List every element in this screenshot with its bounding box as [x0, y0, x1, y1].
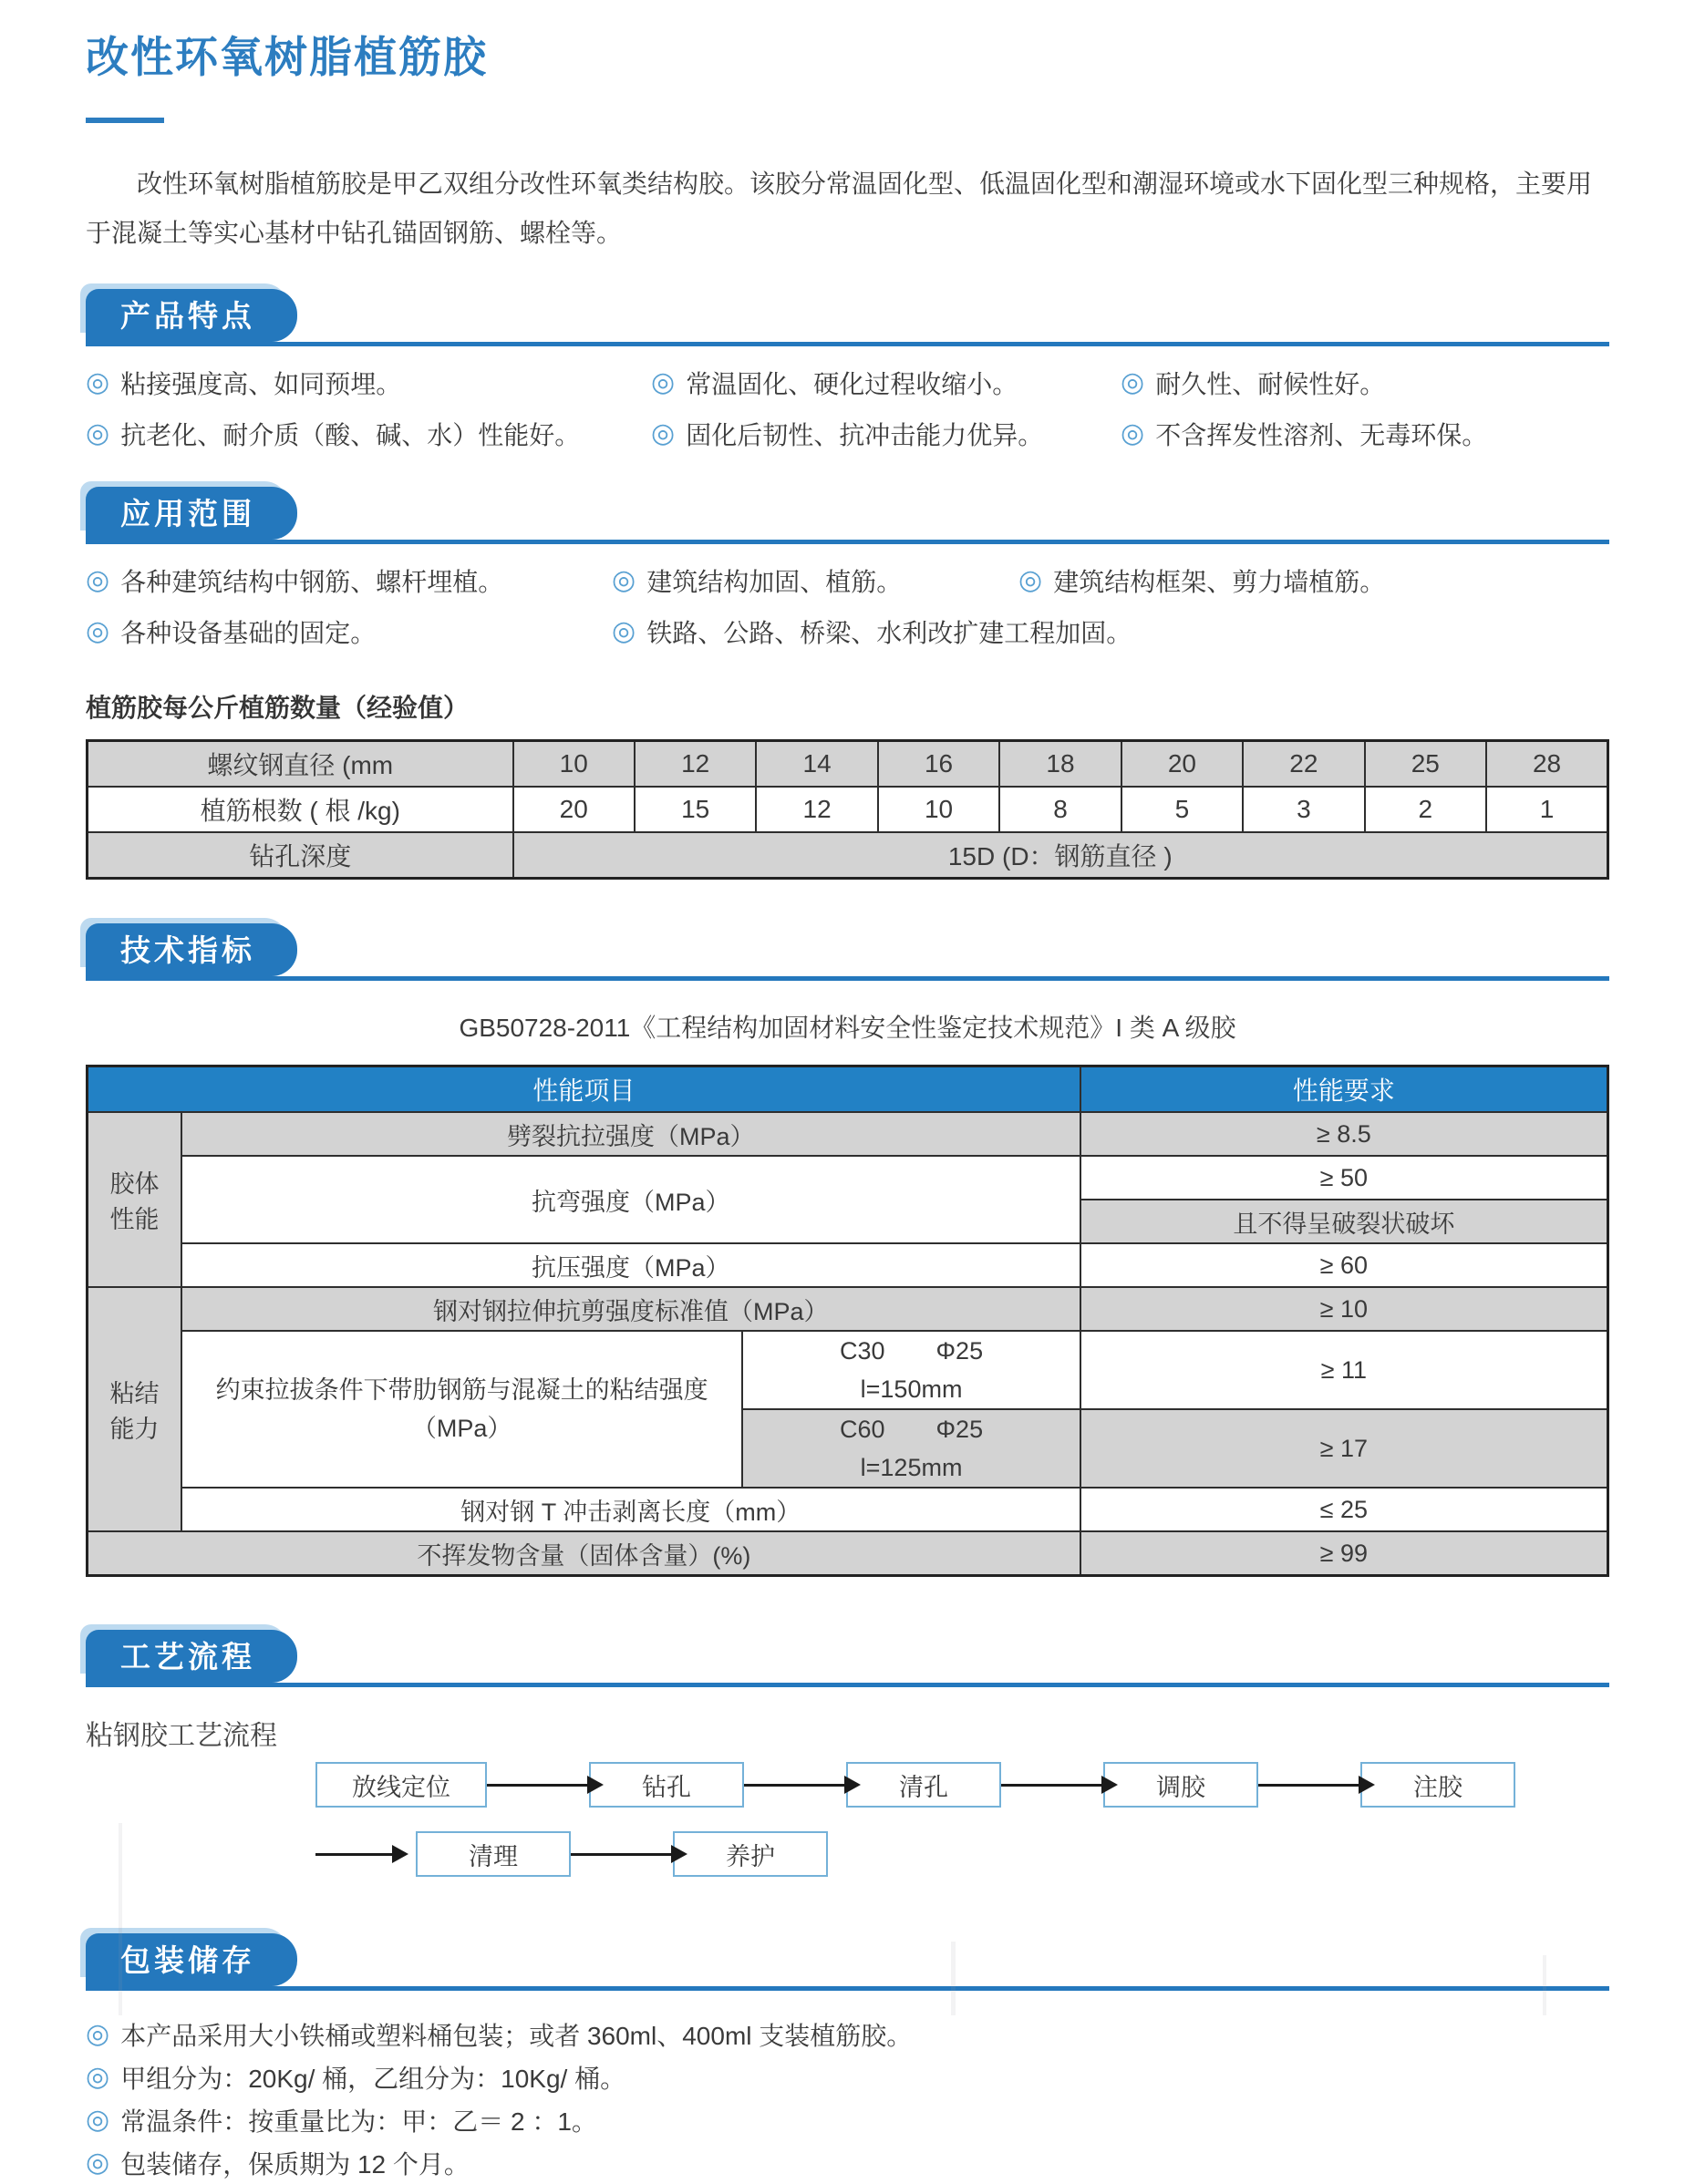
spec-line1	[752, 1410, 1070, 1448]
diameter-cell: 20	[1121, 741, 1243, 788]
table-row	[88, 1331, 1608, 1409]
flow-step: 养护	[673, 1831, 828, 1877]
process-flow-label: 粘钢胶工艺流程	[86, 1721, 277, 1751]
list-item	[86, 562, 612, 599]
section-badge-process: 工艺流程	[86, 1630, 297, 1683]
list-item	[86, 2013, 1609, 2055]
header-item-cell: 性能项目	[88, 1066, 1080, 1113]
count-cell: 5	[1121, 787, 1243, 832]
flow-step: 放线定位	[315, 1762, 487, 1808]
ring-bullet-icon: ◎	[86, 2147, 110, 2178]
list-item	[1121, 416, 1609, 452]
item-cell: 抗弯强度（MPa）	[181, 1156, 1080, 1243]
section-head-process	[86, 1630, 1609, 1687]
drill-depth-cell: 15D (D：钢筋直径 )	[513, 832, 1608, 879]
item-cell: 抗压强度（MPa）	[181, 1243, 1080, 1287]
section-head-packaging	[86, 1933, 1609, 1991]
ring-bullet-icon: ◎	[86, 616, 110, 646]
concrete-grade: C30	[839, 1337, 885, 1365]
flow-step: 注胶	[1360, 1762, 1515, 1808]
application-text: 铁路、公路、桥梁、水利改扩建工程加固。	[646, 619, 1132, 647]
feature-text: 固化后韧性、抗冲击能力优异。	[686, 421, 1044, 449]
diameter-cell: 22	[1243, 741, 1364, 788]
req-cell: ≥ 17	[1080, 1409, 1608, 1488]
section-badge-features: 产品特点	[86, 289, 297, 342]
list-item	[651, 416, 1121, 452]
spec-cell	[742, 1331, 1080, 1409]
watermark	[951, 1942, 956, 2015]
packaging-text: 本产品采用大小铁桶或塑料桶包装；或者 360ml、400ml 支装植筋胶。	[120, 2021, 913, 2050]
table-row	[88, 1287, 1608, 1331]
anchor-length: l=125mm	[860, 1454, 963, 1481]
tech-spec-table	[86, 1065, 1609, 1577]
diameter-cell: 14	[756, 741, 877, 788]
req-cell: ≥ 99	[1080, 1531, 1608, 1576]
section-badge-applications: 应用范围	[86, 487, 297, 540]
diameter-cell: 25	[1365, 741, 1486, 788]
flow-arrow-icon	[487, 1784, 589, 1787]
item-cell: 钢对钢拉伸抗剪强度标准值（MPa）	[181, 1287, 1080, 1331]
table-row	[88, 1112, 1608, 1156]
diameter-cell: 28	[1486, 741, 1607, 788]
application-text: 建筑结构框架、剪力墙植筋。	[1053, 568, 1386, 596]
flow-step: 钻孔	[589, 1762, 744, 1808]
count-cell: 8	[999, 787, 1121, 832]
section-badge-packaging: 包装储存	[86, 1933, 297, 1986]
group-cell: 粘结能力	[88, 1287, 181, 1531]
section-head-applications	[86, 487, 1609, 544]
rebar-table-title: 植筋胶每公斤植筋数量（经验值）	[86, 694, 470, 722]
section-head-features	[86, 289, 1609, 346]
applications-list	[86, 562, 1609, 650]
count-cell: 12	[756, 787, 877, 832]
feature-text: 常温固化、硬化过程收缩小。	[686, 370, 1018, 398]
ring-bullet-icon: ◎	[612, 565, 636, 595]
spec-cell	[742, 1409, 1080, 1488]
ring-bullet-icon: ◎	[1018, 565, 1043, 595]
section-badge-tech: 技术指标	[86, 923, 297, 976]
standard-note: GB50728-2011《工程结构加固材料安全性鉴定技术规范》I 类 A 级胶	[459, 1014, 1236, 1042]
table-row	[88, 1156, 1608, 1200]
ring-bullet-icon: ◎	[86, 418, 110, 448]
ring-bullet-icon: ◎	[651, 418, 676, 448]
flow-arrow-icon	[1001, 1784, 1103, 1787]
table-row	[88, 1488, 1608, 1531]
feature-text: 耐久性、耐候性好。	[1155, 370, 1386, 398]
features-list	[86, 365, 1609, 452]
row-label-cell: 螺纹钢直径 (mm	[88, 741, 513, 788]
list-item	[86, 2141, 1609, 2184]
req-cell: ≥ 8.5	[1080, 1112, 1608, 1156]
ring-bullet-icon: ◎	[1121, 418, 1145, 448]
count-cell: 10	[878, 787, 999, 832]
table-row	[88, 1243, 1608, 1287]
anchor-length: l=150mm	[860, 1375, 963, 1403]
diameter-cell: 16	[878, 741, 999, 788]
feature-text: 粘接强度高、如同预埋。	[120, 370, 402, 398]
process-flow-row1	[315, 1762, 1609, 1808]
list-item	[612, 613, 1609, 650]
item-cell: 钢对钢 T 冲击剥离长度（mm）	[181, 1488, 1080, 1531]
item-cell: 不挥发物含量（固体含量）(%)	[88, 1531, 1080, 1576]
row-label-cell: 植筋根数 ( 根 /kg)	[88, 787, 513, 832]
req-cell: ≤ 25	[1080, 1488, 1608, 1531]
count-cell: 1	[1486, 787, 1607, 832]
ring-bullet-icon: ◎	[1121, 367, 1145, 397]
feature-text: 不含挥发性溶剂、无毒环保。	[1155, 421, 1488, 449]
packaging-list	[86, 2013, 1609, 2184]
group-cell: 胶体性能	[88, 1112, 181, 1287]
intro-paragraph: 改性环氧树脂植筋胶是甲乙双组分改性环氧类结构胶。该胶分常温固化型、低温固化型和潮湿环境或水下固化型三种规格，主要用于混凝土等实心基材中钻孔锚固钢筋、螺栓等。	[86, 170, 1593, 247]
flow-arrow-icon	[315, 1853, 394, 1856]
bar-diameter: Φ25	[935, 1337, 984, 1365]
list-item	[86, 416, 651, 452]
count-cell: 20	[513, 787, 635, 832]
item-cell: 约束拉拔条件下带肋钢筋与混凝土的粘结强度（MPa）	[181, 1331, 743, 1488]
watermark	[1543, 1955, 1546, 2015]
rebar-count-table	[86, 739, 1609, 880]
ring-bullet-icon: ◎	[86, 2061, 110, 2092]
concrete-grade: C60	[839, 1416, 885, 1443]
count-cell: 15	[635, 787, 756, 832]
table-row	[88, 1066, 1608, 1113]
packaging-text: 常温条件：按重量比为：甲：乙＝ 2 ：1。	[120, 2107, 597, 2136]
table-row	[88, 741, 1608, 788]
list-item	[86, 2098, 1609, 2141]
watermark	[119, 1823, 122, 2015]
req-cell: 且不得呈破裂状破坏	[1080, 1200, 1608, 1243]
ring-bullet-icon: ◎	[86, 2104, 110, 2135]
flow-arrow-icon	[1258, 1784, 1360, 1787]
req-cell: ≥ 50	[1080, 1156, 1608, 1200]
diameter-cell: 18	[999, 741, 1121, 788]
title-underline	[86, 118, 164, 123]
ring-bullet-icon: ◎	[86, 367, 110, 397]
section-head-tech	[86, 923, 1609, 981]
req-cell: ≥ 11	[1080, 1331, 1608, 1409]
ring-bullet-icon: ◎	[651, 367, 676, 397]
req-cell: ≥ 10	[1080, 1287, 1608, 1331]
count-cell: 2	[1365, 787, 1486, 832]
list-item	[651, 365, 1121, 401]
ring-bullet-icon: ◎	[612, 616, 636, 646]
list-item	[1121, 365, 1609, 401]
packaging-text: 包装储存，保质期为 12 个月。	[120, 2149, 470, 2179]
ring-bullet-icon: ◎	[86, 565, 110, 595]
table-row	[88, 1531, 1608, 1576]
req-cell: ≥ 60	[1080, 1243, 1608, 1287]
table-row	[88, 787, 1608, 832]
list-item	[86, 2055, 1609, 2098]
list-item	[86, 365, 651, 401]
row-label-cell: 钻孔深度	[88, 832, 513, 879]
application-text: 各种设备基础的固定。	[120, 619, 377, 647]
page-title: 改性环氧树脂植筋胶	[86, 33, 488, 81]
packaging-text: 甲组分为：20Kg/ 桶，乙组分为：10Kg/ 桶。	[120, 2064, 626, 2093]
spec-line1	[752, 1332, 1070, 1370]
flow-arrow-icon	[744, 1784, 846, 1787]
item-cell: 劈裂抗拉强度（MPa）	[181, 1112, 1080, 1156]
flow-step: 调胶	[1103, 1762, 1258, 1808]
table-row	[88, 832, 1608, 879]
list-item	[86, 613, 612, 650]
header-req-cell: 性能要求	[1080, 1066, 1608, 1113]
count-cell: 3	[1243, 787, 1364, 832]
flow-step: 清理	[416, 1831, 571, 1877]
flow-step: 清孔	[846, 1762, 1001, 1808]
application-text: 建筑结构加固、植筋。	[646, 568, 903, 596]
feature-text: 抗老化、耐介质（酸、碱、水）性能好。	[120, 421, 581, 449]
process-flow-row2	[315, 1831, 1609, 1877]
diameter-cell: 10	[513, 741, 635, 788]
flow-arrow-icon	[571, 1853, 673, 1856]
list-item	[1018, 562, 1609, 599]
application-text: 各种建筑结构中钢筋、螺杆埋植。	[120, 568, 504, 596]
diameter-cell: 12	[635, 741, 756, 788]
ring-bullet-icon: ◎	[86, 2018, 110, 2049]
bar-diameter: Φ25	[935, 1416, 984, 1443]
list-item	[612, 562, 1018, 599]
